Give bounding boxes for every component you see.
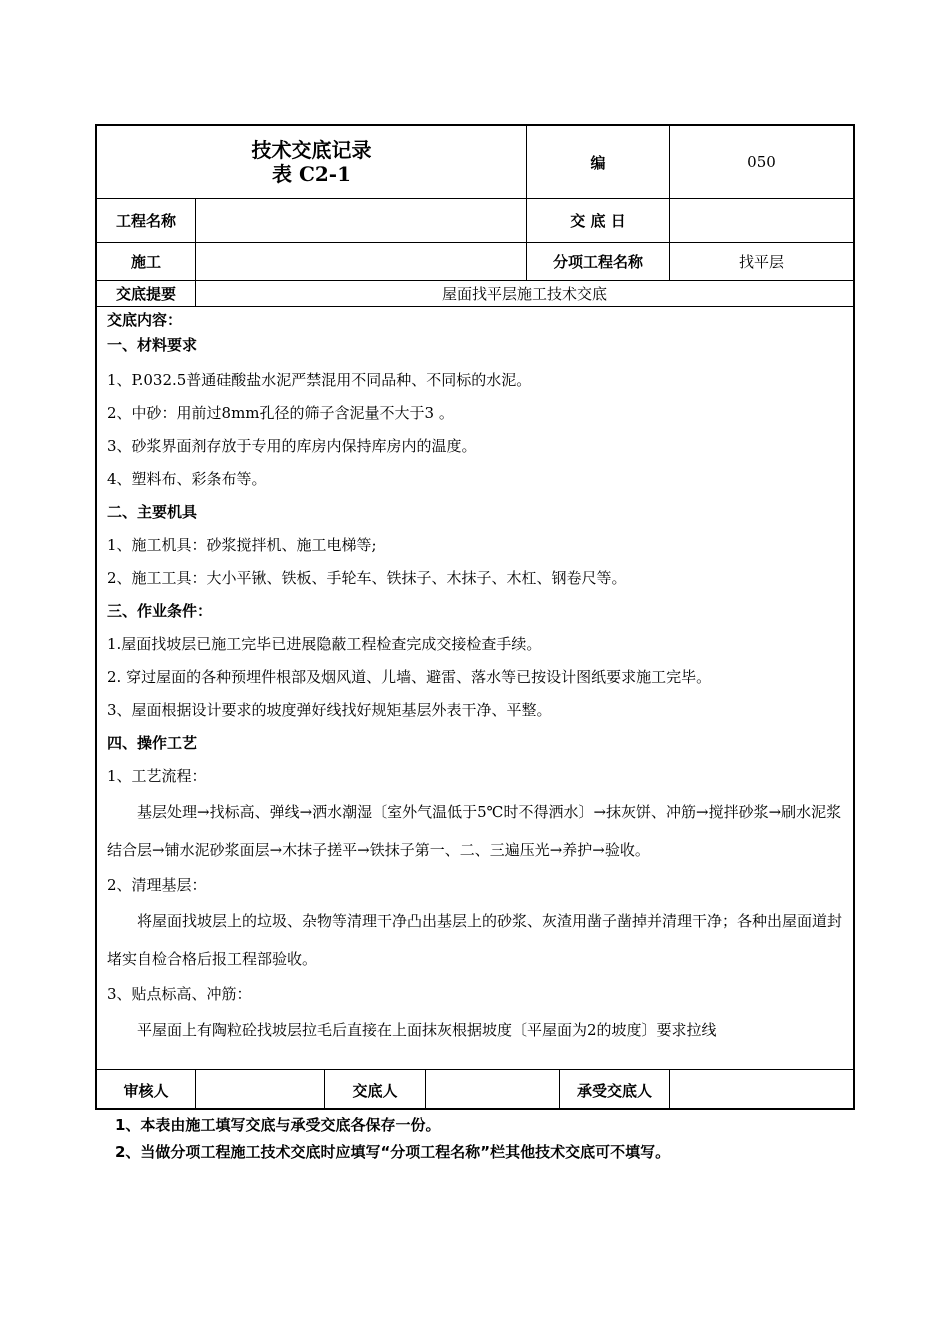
form-title-block [97,126,526,198]
disclosure-content [107,308,852,1049]
section-title: 四、操作工艺 [107,734,198,752]
date-field[interactable] [670,199,853,242]
summary-value: 屋面找平层施工技术交底 [441,285,607,303]
note-2: 2、当做分项工程施工技术交底时应填写“分项工程名称”栏其他技术交底可不填写。 [115,1143,671,1161]
reviewer-label: 审核人 [123,1081,169,1100]
sub-project-value: 找平层 [738,253,784,271]
construction-field[interactable] [196,243,526,280]
content-heading: 交底内容： [107,311,183,329]
receiver-field[interactable] [670,1070,853,1110]
paragraph: 平屋面上有陶粒砼找坡层拉毛后直接在上面抹灰根据坡度〔平屋面为2的坡度〕要求拉线 [137,1021,717,1039]
disclosure-form [95,124,855,1110]
note-1: 1、本表由施工填写交底与承受交底各保存一份。 [115,1116,441,1134]
form-notes [115,1112,670,1166]
content-line: 2、施工工具：大小平锹、铁板、手轮车、铁抹子、木抹子、木杠、钢卷尺等。 [107,569,627,587]
content-line: 3、屋面根据设计要求的坡度弹好线找好规矩基层外表干净、平整。 [107,701,552,719]
row-divider [97,306,853,307]
discloser-label: 交底人 [352,1081,398,1100]
construction-label: 施工 [130,253,161,271]
reviewer-field[interactable] [196,1070,324,1110]
discloser-field[interactable] [426,1070,559,1110]
content-line: 2. 穿过屋面的各种预埋件根部及烟风道、儿墙、避雷、落水等已按设计图纸要求施工完毕。 [107,668,712,686]
form-title: 技术交底记录 [251,138,372,162]
date-label: 交 底 日 [570,212,626,230]
content-line: 1、工艺流程： [107,767,207,785]
content-line: 2、中砂：用前过8mm孔径的筛子含泥量不大于3 。 [107,404,454,422]
content-line: 1、施工机具：砂浆搅拌机、施工电梯等; [107,536,377,554]
content-line: 3、贴点标高、冲筋： [107,985,252,1003]
section-title: 一、材料要求 [107,336,198,354]
content-line: 1.屋面找坡层已施工完毕已进展隐蔽工程检查完成交接检查手续。 [107,635,542,653]
code-label: 编 [590,153,606,172]
section-title: 三、作业条件： [107,602,213,620]
receiver-label: 承受交底人 [576,1081,652,1100]
sub-project-label: 分项工程名称 [552,253,643,271]
content-line: 3、砂浆界面剂存放于专用的库房内保持库房内的温度。 [107,437,477,455]
paragraph: 将屋面找坡层上的垃圾、杂物等清理干净凸出基层上的砂浆、灰渣用凿子凿掉并清理干净；各种出屋面道封堵实自检合格后报工程部验收。 [107,912,843,968]
project-name-label: 工程名称 [115,212,176,230]
code-value: 050 [747,153,776,171]
section-title: 二、主要机具 [107,503,198,521]
content-line: 1、P.032.5普通硅酸盐水泥严禁混用不同品种、不同标的水泥。 [107,371,532,389]
form-number: 表 C2-1 [271,162,351,186]
paragraph: 基层处理→找标高、弹线→洒水潮湿〔室外气温低于5℃时不得洒水〕→抹灰饼、冲筋→搅拌砂浆→刷水泥浆结合层→铺水泥砂浆面层→木抹子搓平→铁抹子第一、二、三遍压光→养护→验收。 [107,803,842,859]
summary-label: 交底提要 [115,285,176,303]
content-line: 4、塑料布、彩条布等。 [107,470,267,488]
content-line: 2、清理基层： [107,876,207,894]
project-name-field[interactable] [196,199,526,242]
